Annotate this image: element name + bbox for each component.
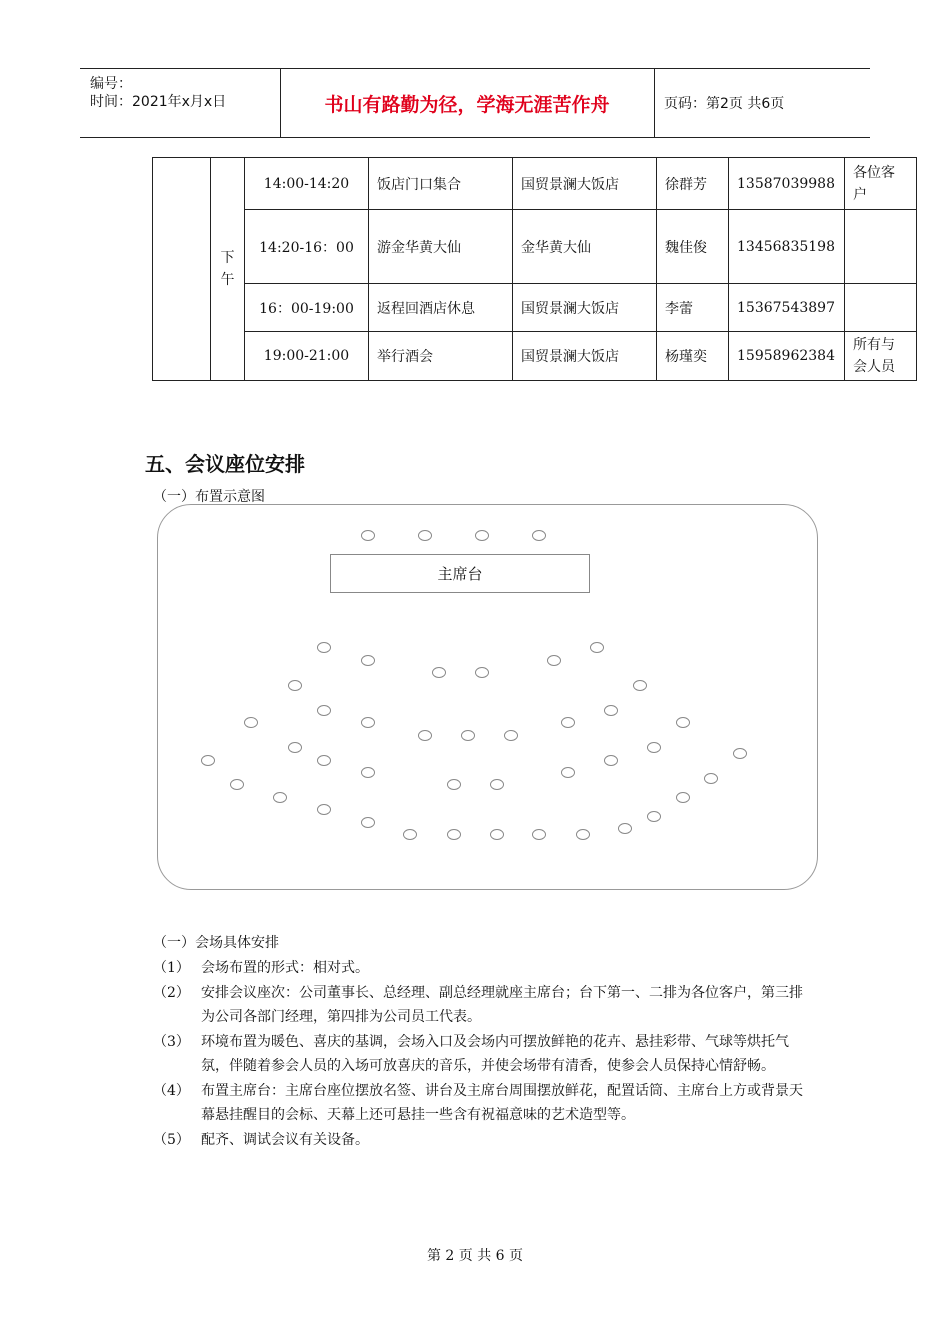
seat-icon [504,730,518,741]
layout-subtitle: （一）布置示意图 [153,489,265,505]
seat-icon [230,779,244,790]
seat-icon [447,779,461,790]
seat-icon [244,717,258,728]
item-text: 安排会议座次：公司董事长、总经理、副总经理就座主席台；台下第一、二排为各位客户，第三排为公司各部门经理，第四排为公司员工代表。 [201,984,803,1025]
detail-subtitle: （一）会场具体安排 [153,935,279,951]
header-number: 编号： [90,76,132,92]
seat-icon [475,667,489,678]
seat-icon [361,530,375,541]
seat-icon [561,717,575,728]
section-title: 五、会议座位安排 [145,452,305,476]
item-text: 配齐、调试会议有关设备。 [201,1131,369,1148]
seat-icon [532,530,546,541]
arrangement-list [153,956,813,1152]
list-item [153,1079,813,1128]
seat-icon [547,655,561,666]
period-cell: 下午 [211,158,245,381]
seat-icon [475,530,489,541]
seat-icon [361,767,375,778]
item-number: （3） [153,1033,190,1050]
activity-cell: 举行酒会 [369,332,513,381]
location-cell: 国贸景澜大饭店 [513,158,657,210]
blank-cell [153,158,211,381]
item-number: （5） [153,1131,190,1148]
seat-icon [288,742,302,753]
seat-icon [288,680,302,691]
page-header [80,68,870,138]
podium: 主席台 [330,554,590,593]
seat-icon [704,773,718,784]
time-cell: 14:20-16：00 [245,210,369,284]
list-item [153,981,813,1030]
location-cell: 国贸景澜大饭店 [513,284,657,332]
table-row [153,332,917,381]
phone-cell: 13587039988 [729,158,845,210]
list-item [153,956,813,981]
seat-icon [647,811,661,822]
activity-cell: 饭店门口集合 [369,158,513,210]
seat-icon [490,829,504,840]
seat-icon [447,829,461,840]
phone-cell: 15958962384 [729,332,845,381]
seat-icon [490,779,504,790]
time-cell: 14:00-14:20 [245,158,369,210]
header-time: 时间：2021年x月x日 [90,94,227,110]
person-cell: 杨瑾奕 [657,332,729,381]
seat-icon [461,730,475,741]
note-cell: 各位客户 [845,158,917,210]
activity-cell: 游金华黄大仙 [369,210,513,284]
location-cell: 国贸景澜大饭店 [513,332,657,381]
seat-icon [618,823,632,834]
note-cell [845,284,917,332]
schedule-table [152,157,917,381]
phone-cell: 15367543897 [729,284,845,332]
person-cell: 徐群芳 [657,158,729,210]
seat-icon [590,642,604,653]
person-cell: 魏佳俊 [657,210,729,284]
seat-icon [361,817,375,828]
time-cell: 19:00-21:00 [245,332,369,381]
list-item [153,1030,813,1079]
phone-cell: 13456835198 [729,210,845,284]
note-cell [845,210,917,284]
seat-icon [403,829,417,840]
item-number: （1） [153,960,190,976]
list-item [153,1128,813,1153]
seat-icon [432,667,446,678]
seat-icon [676,717,690,728]
seat-icon [576,829,590,840]
seat-icon [317,705,331,716]
header-page-info: 页码：第2页 共6页 [664,96,785,112]
item-number: （4） [153,1082,190,1099]
seat-icon [604,755,618,766]
seat-icon [676,792,690,803]
time-cell: 16：00-19:00 [245,284,369,332]
seat-icon [201,755,215,766]
item-text: 环境布置为暖色、喜庆的基调，会场入口及会场内可摆放鲜艳的花卉、悬挂彩带、气球等烘托气氛，伴随着参会人员的入场可放喜庆的音乐，并使会场带有清香，使参会人员保持心情舒畅。 [201,1033,789,1074]
note-cell: 所有与会人员 [845,332,917,381]
activity-cell: 返程回酒店休息 [369,284,513,332]
seat-icon [361,717,375,728]
seat-icon [317,755,331,766]
seat-icon [647,742,661,753]
table-row [153,284,917,332]
item-number: （2） [153,984,190,1001]
seat-icon [561,767,575,778]
seat-icon [532,829,546,840]
seat-icon [361,655,375,666]
seat-icon [733,748,747,759]
person-cell: 李蕾 [657,284,729,332]
header-motto: 书山有路勤为径，学海无涯苦作舟 [280,69,655,137]
seat-icon [273,792,287,803]
header-meta [80,69,281,137]
seat-icon [604,705,618,716]
page-footer: 第 2 页 共 6 页 [426,1248,524,1264]
seat-icon [317,642,331,653]
table-row [153,158,917,210]
table-row [153,210,917,284]
seat-icon [418,530,432,541]
seat-icon [633,680,647,691]
seat-icon [317,804,331,815]
item-text: 会场布置的形式：相对式。 [201,960,369,976]
seat-icon [418,730,432,741]
seating-diagram [157,504,818,890]
location-cell: 金华黄大仙 [513,210,657,284]
item-text: 布置主席台：主席台座位摆放名签、讲台及主席台周围摆放鲜花，配置话筒、主席台上方或背景天幕悬挂醒目的会标、天幕上还可悬挂一些含有祝福意味的艺术造型等。 [201,1082,803,1123]
